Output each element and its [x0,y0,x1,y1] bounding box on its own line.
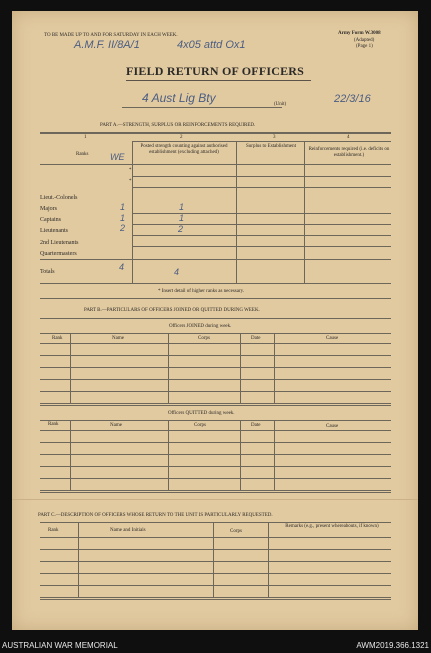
part-c-row-rule-4 [40,585,391,586]
footer-bar [0,638,431,653]
totals-we: 4 [119,262,125,272]
quitted-bottom-rule-2 [40,492,391,493]
part-c-vline-1 [78,522,79,597]
row-rule-majors [132,213,391,214]
quitted-vline-1 [70,420,71,490]
part-c-col-corps: Corps [230,529,242,534]
totals-posted: 4 [174,267,180,277]
joined-vline-3 [240,333,241,403]
quitted-title-rule [40,420,391,421]
quitted-col-corps: Corps [194,423,206,428]
posted-lieutenants: 2 [178,224,184,234]
part-a-bottom-rule [40,283,391,284]
row-rule-captains [132,224,391,225]
part-a-top-rule-2 [40,133,391,134]
quitted-vline-2 [168,420,169,490]
form-instruction: TO BE MADE UP TO AND FOR SATURDAY IN EACH WEEK. [44,33,178,38]
col-number-4: 4 [347,135,350,140]
part-a-footnote: * Insert detail of higher ranks as necessary. [158,289,245,294]
part-c-header-rule [40,537,391,538]
rank-captains: Captains [40,217,61,223]
part-b-heading: PART B.—PARTICULARS OF OFFICERS JOINED OR QUITTED DURING WEEK. [84,308,260,313]
joined-vline-1 [70,333,71,403]
joined-bottom-rule [40,403,391,404]
joined-vline-2 [168,333,169,403]
col-number-3: 3 [273,135,276,140]
asterisk-row-2: * [129,179,132,184]
joined-row-rule-2 [40,367,391,368]
title-underline [126,80,311,81]
paper-fold [12,499,418,500]
quitted-row-rule-3 [40,466,391,467]
joined-col-corps: Corps [198,336,210,341]
rank-majors: Majors [40,206,57,212]
part-c-col-rank: Rank [48,528,59,533]
army-form-number: Army Form W.3008 [338,31,381,36]
quitted-row-rule-2 [40,454,391,455]
joined-row-rule-3 [40,379,391,380]
part-a-end-rule [40,298,391,299]
col-number-rule [132,141,391,142]
part-a-heading: PART A.—STRENGTH, SURPLUS OR REINFORCEMENTS REQUIRED. [100,123,256,128]
form-adapted: (Adapted) [354,38,375,43]
quitted-col-rank: Rank [48,422,59,427]
joined-header-rule [40,343,391,344]
form-title: FIELD RETURN OF OFFICERS [126,64,305,78]
quitted-header-rule [40,430,391,431]
footer-source: AUSTRALIAN WAR MEMORIAL [2,641,118,650]
part-c-top-rule [40,522,391,523]
rank-lieutenants: Lieutenants [40,228,68,234]
form-paper [12,11,418,630]
col1-handwritten: WE [110,152,125,162]
part-a-vline-3 [304,141,305,283]
row-rule-quartermasters [40,259,391,260]
part-a-vline-2 [236,141,237,283]
part-c-col-name: Name and Initials [110,528,146,533]
joined-col-cause: Cause [326,336,339,341]
quitted-col-name: Name [110,423,122,428]
row-rule-2nd-lieutenants [132,246,391,247]
part-a-vline-1 [132,141,133,283]
form-reference2-handwritten: 4x05 attd Ox1 [177,39,246,51]
totals-label: Totals [40,269,55,275]
quitted-vline-4 [274,420,275,490]
joined-title-rule [40,333,391,334]
asterisk-row-1: * [129,168,132,173]
quitted-vline-3 [240,420,241,490]
joined-col-date: Date [251,336,261,341]
unit-handwritten: 4 Aust Lig Bty [142,91,216,105]
posted-majors: 1 [179,202,185,212]
posted-captains: 1 [179,213,185,223]
we-captains: 1 [120,213,126,223]
quitted-row-rule-1 [40,442,391,443]
joined-col-name: Name [112,336,124,341]
part-c-heading: PART C.—DESCRIPTION OF OFFICERS WHOSE RETURN TO THE UNIT IS PARTICULARLY REQUESTED. [38,513,273,518]
joined-row-rule-1 [40,355,391,356]
col3-header: Surplus to Establishment [246,144,296,149]
col1-header: Ranks [76,152,89,157]
unit-label: (Unit) [274,102,287,107]
joined-bottom-rule-2 [40,405,391,406]
quitted-title: Officers QUITTED during week. [168,411,235,416]
quitted-row-rule-4 [40,478,391,479]
quitted-bottom-rule [40,490,391,491]
header-bottom-rule [40,164,391,165]
part-c-row-rule-1 [40,549,391,550]
part-c-bottom-rule-2 [40,599,391,600]
part-c-col-remarks: Remarks (e.g., present whereabouts, if known) [285,524,379,529]
quitted-col-cause: Cause [326,424,339,429]
form-page: (Page 1) [356,44,373,49]
part-c-row-rule-2 [40,561,391,562]
joined-row-rule-4 [40,391,391,392]
we-majors: 1 [120,202,126,212]
part-b-top-rule [40,318,391,319]
date-handwritten: 22/3/16 [334,93,371,105]
footer-accession-number: AWM2019.366.1321 [356,641,429,650]
asterisk-rule-2 [132,187,391,188]
joined-vline-4 [274,333,275,403]
rank-quartermasters: Quartermasters [40,251,77,257]
asterisk-rule-1 [132,176,391,177]
part-c-vline-2 [213,522,214,597]
part-c-row-rule-3 [40,573,391,574]
unit-line [122,107,282,108]
we-lieutenants: 2 [120,223,126,233]
col-number-2: 2 [180,135,183,140]
row-rule-lieutenants [132,235,391,236]
col2-header: Posted strength counting against authorised establishment (excluding attached) [140,144,228,155]
part-c-vline-3 [268,522,269,597]
form-reference-handwritten: A.M.F. II/8A/1 [74,39,140,51]
joined-col-rank: Rank [52,336,63,341]
col-number-1: 1 [84,135,87,140]
rank-lieut-colonels: Lieut.-Colonels [40,195,78,201]
col4-header: Reinforcements required (i.e. deficits on establishment.) [308,147,390,158]
part-c-bottom-rule [40,597,391,598]
rank-2nd-lieutenants: 2nd Lieutenants [40,240,79,246]
joined-title: Officers JOINED during week. [169,324,232,329]
quitted-col-date: Date [251,423,261,428]
